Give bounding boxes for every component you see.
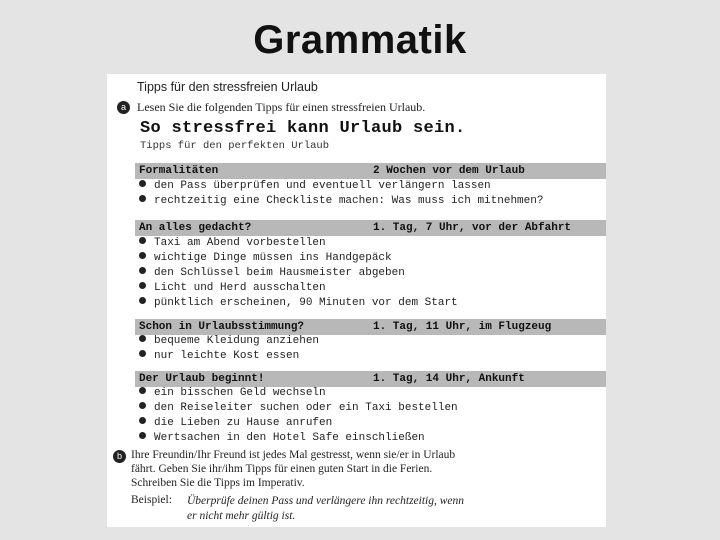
list-item: ein bisschen Geld wechseln xyxy=(139,387,326,399)
list-item: die Lieben zu Hause anrufen xyxy=(139,417,332,429)
article-headline: So stressfrei kann Urlaub sein. xyxy=(140,119,466,138)
section-title: An alles gedacht? xyxy=(139,222,252,234)
list-item: bequeme Kleidung anziehen xyxy=(139,335,319,347)
example-line-1: Überprüfe deinen Pass und verlängere ihn rechtzeitig, wenn xyxy=(187,495,465,507)
section-title: Formalitäten xyxy=(139,165,219,177)
bullet-icon xyxy=(139,350,146,357)
section-time: 1. Tag, 11 Uhr, im Flugzeug xyxy=(373,321,552,333)
bullet-icon xyxy=(139,335,146,342)
task-a-instruction: Lesen Sie die folgenden Tipps für einen stressfreien Urlaub. xyxy=(137,100,426,114)
section-bar-formalitaeten xyxy=(135,163,606,179)
list-item: Licht und Herd ausschalten xyxy=(139,282,326,294)
bullet-icon xyxy=(139,432,146,439)
example-text xyxy=(187,494,597,524)
bullet-icon xyxy=(139,267,146,274)
example-line-2: er nicht mehr gültig ist. xyxy=(187,510,296,522)
task-b-instruction-line-2: fährt. Geben Sie ihr/ihm Tipps für einen guten Start in die Ferien. xyxy=(131,463,433,475)
section-bar-an-alles-gedacht xyxy=(135,220,606,236)
section-title: Der Urlaub beginnt! xyxy=(139,373,265,385)
list-item: Taxi am Abend vorbestellen xyxy=(139,237,326,249)
list-item: wichtige Dinge müssen ins Handgepäck xyxy=(139,252,392,264)
scanned-worksheet xyxy=(107,74,606,527)
task-b-badge: b xyxy=(113,450,126,463)
list-item: rechtzeitig eine Checkliste machen: Was muss ich mitnehmen? xyxy=(139,195,543,207)
slide-title: Grammatik xyxy=(253,18,467,62)
bullet-icon xyxy=(139,237,146,244)
bullet-icon xyxy=(139,402,146,409)
example-label: Beispiel: xyxy=(131,494,172,506)
bullet-icon xyxy=(139,195,146,202)
section-time: 1. Tag, 7 Uhr, vor der Abfahrt xyxy=(373,222,572,234)
worksheet-heading: Tipps für den stressfreien Urlaub xyxy=(137,80,318,94)
list-item: pünktlich erscheinen, 90 Minuten vor dem Start xyxy=(139,297,458,309)
task-b-instruction-line-1: Ihre Freundin/Ihr Freund ist jedes Mal gestresst, wenn sie/er in Urlaub xyxy=(131,449,456,461)
bullet-icon xyxy=(139,417,146,424)
article-subheadline: Tipps für den perfekten Urlaub xyxy=(140,140,330,152)
task-b-instruction-line-3: Schreiben Sie die Tipps im Imperativ. xyxy=(131,477,305,489)
section-time: 2 Wochen vor dem Urlaub xyxy=(373,165,525,177)
bullet-icon xyxy=(139,252,146,259)
list-item: den Pass überprüfen und eventuell verlängern lassen xyxy=(139,180,491,192)
section-bar-der-urlaub-beginnt xyxy=(135,371,606,387)
section-title: Schon in Urlaubsstimmung? xyxy=(139,321,305,333)
bullet-icon xyxy=(139,297,146,304)
section-time: 1. Tag, 14 Uhr, Ankunft xyxy=(373,373,525,385)
task-a-badge: a xyxy=(117,101,130,114)
list-item: den Schlüssel beim Hausmeister abgeben xyxy=(139,267,405,279)
list-item: nur leichte Kost essen xyxy=(139,350,299,362)
bullet-icon xyxy=(139,282,146,289)
list-item: Wertsachen in den Hotel Safe einschließen xyxy=(139,432,425,444)
bullet-icon xyxy=(139,387,146,394)
list-item: den Reiseleiter suchen oder ein Taxi bestellen xyxy=(139,402,458,414)
section-bar-urlaubsstimmung xyxy=(135,319,606,335)
bullet-icon xyxy=(139,180,146,187)
